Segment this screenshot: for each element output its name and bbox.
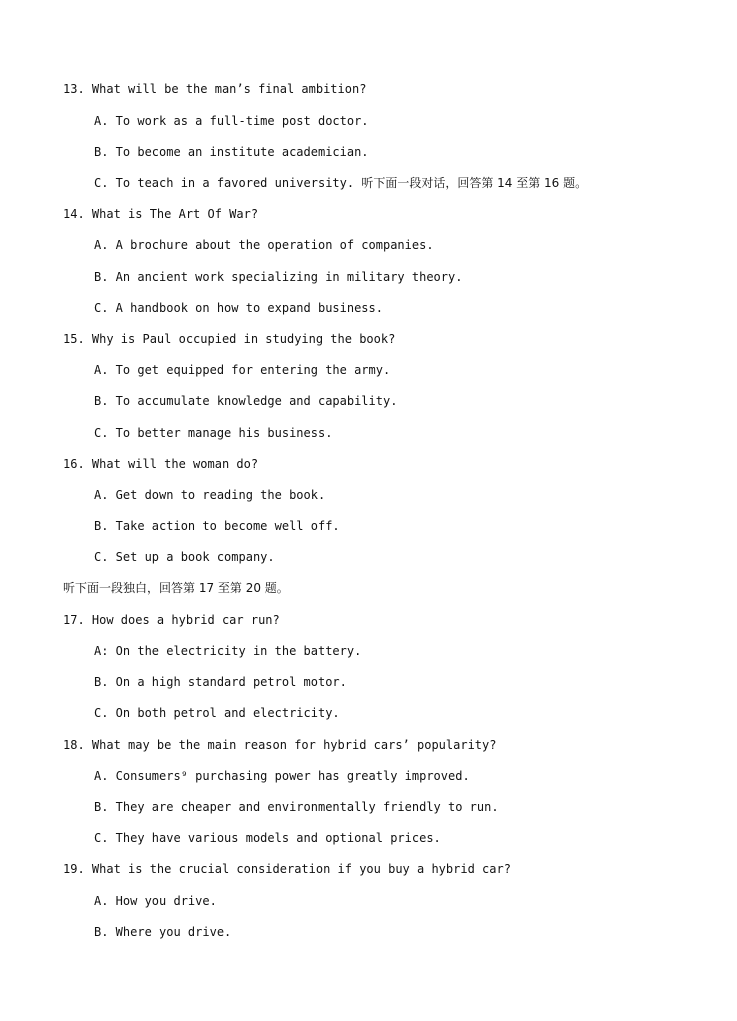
dialogue-instruction: 听下面一段对话，回答第 14 至第 16 题。 bbox=[361, 176, 588, 190]
question-15-option-b: B. To accumulate knowledge and capability. bbox=[94, 394, 398, 408]
question-14-option-c: C. A handbook on how to expand business. bbox=[94, 301, 383, 315]
monologue-instruction: 听下面一段独白，回答第 17 至第 20 题。 bbox=[63, 581, 289, 595]
question-16-option-c: C. Set up a book company. bbox=[94, 550, 275, 564]
question-16-option-b: B. Take action to become well off. bbox=[94, 519, 340, 533]
question-18-option-c: C. They have various models and optional prices. bbox=[94, 831, 441, 845]
question-18-option-a: A. Consumers⁹ purchasing power has greatly improved. bbox=[94, 769, 470, 783]
question-19-stem: 19. What is the crucial consideration if you buy a hybrid car? bbox=[63, 862, 511, 876]
question-17-option-b: B. On a high standard petrol motor. bbox=[94, 675, 347, 689]
question-13-option-c-row bbox=[94, 175, 587, 191]
question-14-option-a: A. A brochure about the operation of companies. bbox=[94, 238, 434, 252]
question-13-stem: 13. What will be the man’s final ambition? bbox=[63, 82, 367, 96]
question-17-option-a: A: On the electricity in the battery. bbox=[94, 644, 362, 658]
question-14-stem: 14. What is The Art Of War? bbox=[63, 207, 259, 221]
question-17-stem: 17. How does a hybrid car run? bbox=[63, 613, 280, 627]
question-15-option-a: A. To get equipped for entering the army. bbox=[94, 363, 391, 377]
question-19-option-b: B. Where you drive. bbox=[94, 925, 232, 939]
question-13-option-b: B. To become an institute academician. bbox=[94, 145, 369, 159]
question-14-option-b: B. An ancient work specializing in military theory. bbox=[94, 270, 463, 284]
question-13-option-c: C. To teach in a favored university. bbox=[94, 176, 355, 190]
question-13-option-a: A. To work as a full-time post doctor. bbox=[94, 114, 369, 128]
question-16-option-a: A. Get down to reading the book. bbox=[94, 488, 326, 502]
question-15-stem: 15. Why is Paul occupied in studying the book? bbox=[63, 332, 396, 346]
question-18-option-b: B. They are cheaper and environmentally friendly to run. bbox=[94, 800, 499, 814]
question-16-stem: 16. What will the woman do? bbox=[63, 457, 259, 471]
question-18-stem: 18. What may be the main reason for hybrid cars’ popularity? bbox=[63, 738, 497, 752]
question-17-option-c: C. On both petrol and electricity. bbox=[94, 706, 340, 720]
question-19-option-a: A. How you drive. bbox=[94, 894, 217, 908]
question-15-option-c: C. To better manage his business. bbox=[94, 426, 333, 440]
